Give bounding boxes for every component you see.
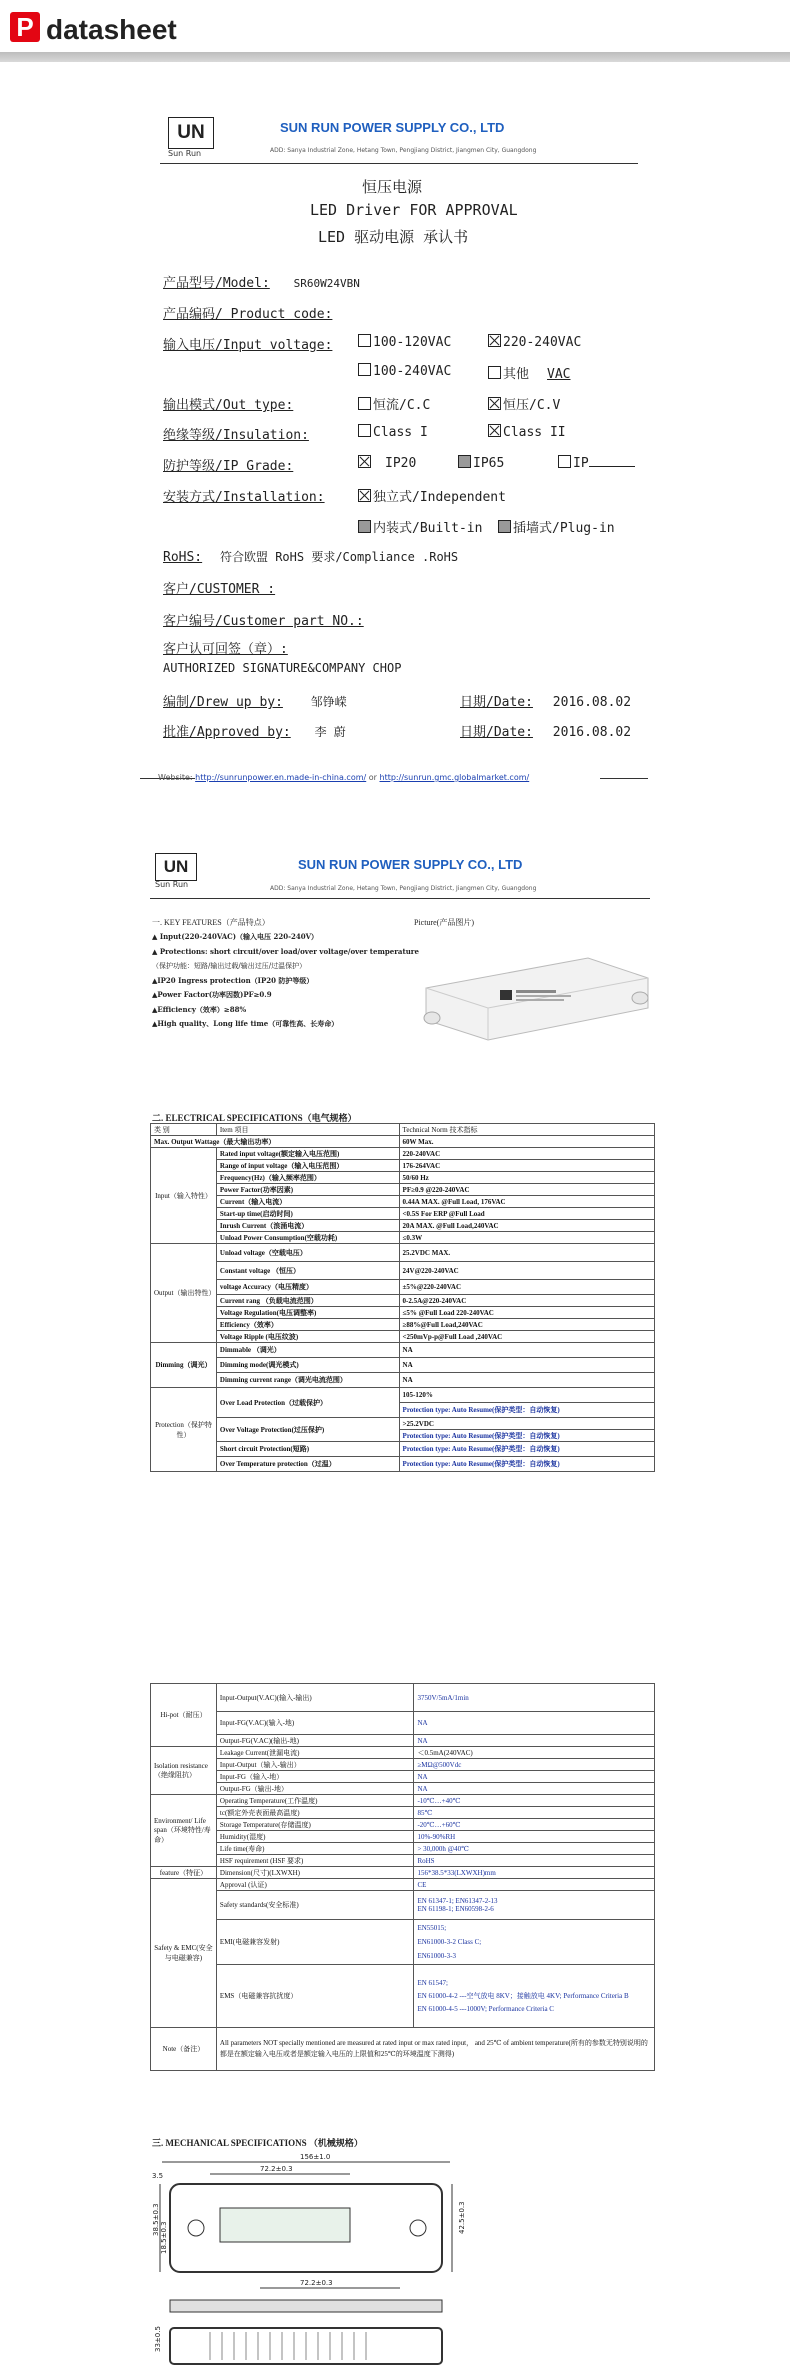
table-row bbox=[151, 1831, 655, 1843]
emi-line: EN61000-3-3 bbox=[417, 1952, 456, 1960]
approved-label: 批准/Approved by: bbox=[163, 725, 291, 740]
product-code-label: 产品编码/ Product code: bbox=[163, 307, 333, 322]
input-opt-4-unit: VAC bbox=[547, 367, 571, 382]
table-cell: Inrush Current（浪涌电流） bbox=[216, 1220, 399, 1232]
dim-length: 156±1.0 bbox=[300, 2153, 331, 2161]
input-opt-2[interactable] bbox=[488, 334, 581, 350]
table-cell: 50/60 Hz bbox=[399, 1172, 654, 1184]
picture-title: Picture(产品图片) bbox=[414, 918, 474, 927]
table-cell: NA bbox=[414, 1712, 655, 1735]
insulation-opt-2-label: Class II bbox=[503, 425, 566, 440]
table-row bbox=[151, 1220, 655, 1232]
dim-top: 72.2±0.3 bbox=[260, 2165, 293, 2173]
table-cell: Life time(寿命) bbox=[216, 1843, 414, 1855]
ip-opt-other[interactable] bbox=[558, 455, 635, 471]
feature-item: ▲High quality、Long life time（可靠性高、长寿命） bbox=[152, 1019, 339, 1028]
output-opt-cc-label: 恒流/C.C bbox=[373, 398, 431, 413]
checkbox-icon[interactable] bbox=[358, 397, 371, 410]
authorized-row: AUTHORIZED SIGNATURE&COMPANY CHOP bbox=[163, 661, 402, 675]
table-cell: NA bbox=[399, 1373, 654, 1388]
insulation-opt-1[interactable] bbox=[358, 424, 428, 440]
table-cell: 0-2.5A@220-240VAC bbox=[399, 1295, 654, 1307]
table-row bbox=[151, 1136, 655, 1148]
table-cell: 3750V/5mA/1min bbox=[414, 1684, 655, 1712]
table-cell: Over Temperature protection（过温） bbox=[216, 1457, 399, 1472]
table-cell: Output-FG（输出-地） bbox=[216, 1783, 414, 1795]
checkbox-icon[interactable] bbox=[558, 455, 571, 468]
table-row bbox=[151, 1184, 655, 1196]
table-row bbox=[151, 1855, 655, 1867]
company-name: SUN RUN POWER SUPPLY CO., LTD bbox=[298, 857, 523, 872]
table-cell: 0.44A MAX. @Full Load, 176VAC bbox=[399, 1196, 654, 1208]
table-cell: Efficiency（效率） bbox=[216, 1319, 399, 1331]
input-voltage-label: 输入电压/Input voltage: bbox=[163, 338, 333, 353]
input-voltage-row bbox=[163, 334, 332, 353]
checked-checkbox-icon[interactable] bbox=[488, 424, 501, 437]
checkbox-icon[interactable] bbox=[458, 455, 471, 468]
other-spec-table bbox=[150, 1683, 655, 2071]
table-cell: PF≥0.9 @220-240VAC bbox=[399, 1184, 654, 1196]
table-cell: 85℃ bbox=[414, 1807, 655, 1819]
table-cell: NA bbox=[414, 1783, 655, 1795]
company-logo-sub: Sun Run bbox=[155, 880, 189, 889]
emi-line: EN55015; bbox=[417, 1924, 447, 1932]
table-cell: Power Factor(功率因素) bbox=[216, 1184, 399, 1196]
table-cell: ±5%@220-240VAC bbox=[399, 1280, 654, 1295]
group-cell: Isolation resistance（绝缘阻抗） bbox=[151, 1747, 217, 1795]
install-opt-independent[interactable] bbox=[358, 486, 506, 505]
header-divider bbox=[0, 52, 790, 62]
table-header-cell: Item 项目 bbox=[216, 1124, 399, 1136]
checkbox-icon[interactable] bbox=[358, 424, 371, 437]
customer-label: 客户/CUSTOMER : bbox=[163, 582, 276, 597]
checkbox-icon[interactable] bbox=[358, 520, 371, 533]
table-row bbox=[151, 1867, 655, 1879]
ems-line: EN 61547; bbox=[417, 1978, 448, 1987]
table-cell: Input-FG(V.AC)(输入-地) bbox=[216, 1712, 414, 1735]
table-row bbox=[151, 1418, 655, 1430]
note-cell: All parameters NOT specially mentioned are measured at rated input or max rated input， and 25℃ of ambient temperature(所有的参数无特别说明的都是在额定输入电压或者是额定输入电压的上限值和25℃的环境温度下测得) bbox=[216, 2028, 654, 2071]
table-cell: Short circuit Protection(短路) bbox=[216, 1442, 399, 1457]
table-row bbox=[151, 1262, 655, 1280]
customer-no-label: 客户编号/Customer part NO.: bbox=[163, 614, 364, 629]
table-row bbox=[151, 1965, 655, 2028]
website-link-1[interactable]: http://sunrunpower.en.made-in-china.com/ bbox=[195, 773, 367, 782]
company-logo-sub: Sun Run bbox=[168, 149, 202, 158]
input-opt-4-label: 其他 bbox=[503, 367, 530, 382]
feature-item: ▲ Input(220-240VAC)（输入电压 220-240V） bbox=[152, 932, 319, 941]
table-row bbox=[151, 1747, 655, 1759]
table-row bbox=[151, 1783, 655, 1795]
table-cell: 220-240VAC bbox=[399, 1148, 654, 1160]
table-cell: NA bbox=[399, 1343, 654, 1358]
output-type-row bbox=[163, 394, 293, 413]
table-cell: voltage Accuracy（电压精度） bbox=[216, 1280, 399, 1295]
model-value: SR60W24VBN bbox=[293, 277, 360, 290]
table-row bbox=[151, 1331, 655, 1343]
table-row bbox=[151, 1124, 655, 1136]
output-type-label: 输出模式/Out type: bbox=[163, 398, 294, 413]
checked-checkbox-icon[interactable] bbox=[358, 489, 371, 502]
table-row bbox=[151, 1735, 655, 1747]
input-opt-1[interactable] bbox=[358, 334, 451, 350]
electrical-title: 二. ELECTRICAL SPECIFICATIONS（电气规格） bbox=[152, 1113, 357, 1123]
table-cell: 60W Max. bbox=[399, 1136, 654, 1148]
table-row bbox=[151, 1759, 655, 1771]
electrical-spec-table bbox=[150, 1123, 655, 1472]
rohs-text: 符合欧盟 RoHS 要求/Compliance .RoHS bbox=[219, 550, 459, 564]
table-cell: NA bbox=[414, 1771, 655, 1783]
table-cell: -20℃…+60℃ bbox=[414, 1819, 655, 1831]
table-cell: Safety standards(安全标准) bbox=[216, 1891, 414, 1920]
dim-width: 38.5±0.3 bbox=[152, 2203, 160, 2236]
customer-approve-row bbox=[163, 638, 288, 657]
table-row bbox=[151, 1819, 655, 1831]
checkbox-icon[interactable] bbox=[488, 366, 501, 379]
insulation-opt-1-label: Class I bbox=[373, 425, 428, 440]
ip-grade-row bbox=[163, 455, 293, 474]
table-row bbox=[151, 1307, 655, 1319]
table-row bbox=[151, 1148, 655, 1160]
checkbox-icon[interactable] bbox=[358, 363, 371, 376]
doc-title-en: LED Driver FOR APPROVAL bbox=[310, 201, 518, 219]
table-cell: Current（输入电流） bbox=[216, 1196, 399, 1208]
safety-standard-line: EN 61198-1; EN60598-2-6 bbox=[417, 1905, 494, 1913]
customer-no-row bbox=[163, 610, 364, 629]
group-cell: Dimming（调光） bbox=[151, 1343, 217, 1388]
table-row bbox=[151, 1172, 655, 1184]
table-cell: Over Load Protection（过载保护） bbox=[216, 1388, 399, 1418]
group-cell: Protection（保护特性） bbox=[151, 1388, 217, 1472]
dim-height: 33±0.5 bbox=[154, 2326, 162, 2352]
table-cell: -10℃…+40℃ bbox=[414, 1795, 655, 1807]
table-cell: ≥MΩ@500Vdc bbox=[414, 1759, 655, 1771]
ems-line: EN 61000-4-5 ---1000V; Performance Criteria C bbox=[417, 2004, 554, 2013]
table-header-cell: Technical Norm 技术指标 bbox=[399, 1124, 654, 1136]
ip-opt-other-label: IP bbox=[573, 456, 589, 471]
table-row bbox=[151, 1807, 655, 1819]
table-cell: Protection type: Auto Resume(保护类型：自动恢复) bbox=[399, 1442, 654, 1457]
table-cell: Constant voltage （恒压） bbox=[216, 1262, 399, 1280]
feature-item: （保护功能：短路/输出过载/输出过压/过温保护） bbox=[152, 962, 307, 970]
table-row bbox=[151, 1280, 655, 1295]
table-cell bbox=[414, 1965, 655, 2028]
table-row bbox=[151, 1920, 655, 1965]
group-cell: Output（输出特性） bbox=[151, 1244, 217, 1343]
feature-item: ▲Efficiency（效率）≥88% bbox=[152, 1004, 247, 1014]
company-logo: UN bbox=[155, 853, 197, 881]
ip-opt-65-label: IP65 bbox=[473, 456, 505, 471]
header-rule bbox=[150, 898, 650, 899]
model-row bbox=[163, 272, 360, 291]
table-cell: Operating Temperature(工作温度) bbox=[216, 1795, 414, 1807]
table-cell: Unload Power Consumption(空载功耗) bbox=[216, 1232, 399, 1244]
product-image bbox=[408, 950, 658, 1045]
install-opt-independent-label: 独立式/Independent bbox=[373, 490, 506, 505]
table-cell: 156*38.5*33(LXWXH)mm bbox=[414, 1867, 655, 1879]
checked-checkbox-icon[interactable] bbox=[488, 397, 501, 410]
insulation-label: 绝缘等级/Insulation: bbox=[163, 428, 309, 443]
footer-rule-right bbox=[600, 778, 648, 779]
table-cell: 20A MAX. @Full Load,240VAC bbox=[399, 1220, 654, 1232]
table-cell: Voltage Regulation(电压调整率) bbox=[216, 1307, 399, 1319]
table-row bbox=[151, 1442, 655, 1457]
input-opt-3[interactable] bbox=[358, 363, 451, 379]
website-label: Website: bbox=[158, 773, 193, 782]
checkbox-icon[interactable] bbox=[498, 520, 511, 533]
input-opt-4[interactable] bbox=[488, 363, 571, 382]
feature-item: ▲Power Factor(功率因数)PF≥0.9 bbox=[152, 990, 272, 999]
table-row bbox=[151, 1879, 655, 1891]
approved-date-row bbox=[460, 721, 631, 740]
table-cell: >25.2VDC bbox=[399, 1418, 654, 1430]
group-cell: Safety & EMC(安全与电磁兼容) bbox=[151, 1879, 217, 2028]
input-opt-2-label: 220-240VAC bbox=[503, 335, 582, 350]
table-cell: 24V@220-240VAC bbox=[399, 1262, 654, 1280]
table-row bbox=[151, 1295, 655, 1307]
table-row bbox=[151, 1891, 655, 1920]
group-cell: feature（特征） bbox=[151, 1867, 217, 1879]
table-cell: Dimmable （调光） bbox=[216, 1343, 399, 1358]
date-label: 日期/Date: bbox=[460, 725, 533, 740]
table-cell: Voltage Ripple (电压纹波) bbox=[216, 1331, 399, 1343]
feature-item: ▲ Protections: short circuit/over load/over voltage/over temperature bbox=[152, 946, 419, 956]
customer-row bbox=[163, 578, 275, 597]
doc-title-approval: LED 驱动电源 承认书 bbox=[318, 228, 469, 246]
table-cell: Protection type: Auto Resume(保护类型：自动恢复) bbox=[399, 1457, 654, 1472]
install-opt-builtin[interactable] bbox=[358, 517, 482, 536]
website-line bbox=[158, 773, 529, 782]
table-cell: Storage Temperature(存储温度) bbox=[216, 1819, 414, 1831]
table-cell: Max. Output Wattage（最大输出功率） bbox=[151, 1136, 400, 1148]
date-value: 2016.08.02 bbox=[552, 695, 632, 710]
output-opt-cc[interactable] bbox=[358, 394, 430, 413]
table-cell: Current rang （负载电流范围） bbox=[216, 1295, 399, 1307]
table-cell: EMS（电磁兼容抗扰度） bbox=[216, 1965, 414, 2028]
company-name: SUN RUN POWER SUPPLY CO., LTD bbox=[280, 120, 505, 135]
table-cell: ≤5% @Full Load 220-240VAC bbox=[399, 1307, 654, 1319]
table-cell: Leakage Current(泄漏电流) bbox=[216, 1747, 414, 1759]
date-value: 2016.08.02 bbox=[552, 725, 632, 740]
table-cell: EMI(电磁兼容发射) bbox=[216, 1920, 414, 1965]
table-cell: <0.5S For ERP @Full Load bbox=[399, 1208, 654, 1220]
table-cell: Start-up time(启动时间) bbox=[216, 1208, 399, 1220]
table-row bbox=[151, 1771, 655, 1783]
table-cell: tc(额定外壳表面最高温度) bbox=[216, 1807, 414, 1819]
ems-line: EN 61000-4-2 ---空气放电 8KV；接触放电 4KV; Performance Criteria B bbox=[417, 1991, 629, 2000]
approved-row bbox=[163, 721, 346, 740]
insulation-row bbox=[163, 424, 309, 443]
dim-bottom: 72.2±0.3 bbox=[300, 2279, 333, 2287]
table-cell: NA bbox=[399, 1358, 654, 1373]
table-row bbox=[151, 1373, 655, 1388]
table-row bbox=[151, 1319, 655, 1331]
table-cell: Over Voltage Protection(过压保护) bbox=[216, 1418, 399, 1442]
website-or: or bbox=[368, 773, 377, 782]
table-row bbox=[151, 1196, 655, 1208]
table-cell: <250mVp-p@Full Load ,240VAC bbox=[399, 1331, 654, 1343]
insulation-opt-2[interactable] bbox=[488, 424, 566, 440]
ip-opt-20[interactable] bbox=[358, 455, 416, 471]
table-cell bbox=[414, 1891, 655, 1920]
output-opt-cv[interactable] bbox=[488, 394, 560, 413]
table-cell: CE bbox=[414, 1879, 655, 1891]
table-row bbox=[151, 1358, 655, 1373]
drew-row bbox=[163, 691, 347, 710]
site-logo-text[interactable]: datasheet bbox=[46, 14, 177, 45]
table-row bbox=[151, 1457, 655, 1472]
table-cell: ≤0.3W bbox=[399, 1232, 654, 1244]
group-cell: Note（备注） bbox=[151, 2028, 217, 2071]
company-logo: UN bbox=[168, 117, 214, 149]
feature-item: ▲IP20 Ingress protection（IP20 防护等级） bbox=[152, 975, 314, 985]
table-row bbox=[151, 2028, 655, 2071]
table-cell: 105-120% bbox=[399, 1388, 654, 1403]
table-cell: Input-Output(V.AC)(输入-输出) bbox=[216, 1684, 414, 1712]
table-cell: Dimming current range（调光电流范围） bbox=[216, 1373, 399, 1388]
table-cell: Protection type: Auto Resume(保护类型：自动恢复) bbox=[399, 1430, 654, 1442]
table-cell: 25.2VDC MAX. bbox=[399, 1244, 654, 1262]
mechanical-title: 三. MECHANICAL SPECIFICATIONS （机械规格） bbox=[152, 2138, 363, 2148]
checked-checkbox-icon[interactable] bbox=[488, 334, 501, 347]
mechanical-drawing bbox=[150, 2150, 470, 2370]
installation-label: 安装方式/Installation: bbox=[163, 490, 325, 505]
table-row bbox=[151, 1160, 655, 1172]
customer-approve-label: 客户认可回签（章）: bbox=[163, 642, 288, 657]
ip-opt-20-label: IP20 bbox=[385, 456, 417, 471]
table-cell: Output-FG(V.AC)(输出-地) bbox=[216, 1735, 414, 1747]
table-cell: 176-264VAC bbox=[399, 1160, 654, 1172]
drew-date-row bbox=[460, 691, 631, 710]
table-row bbox=[151, 1343, 655, 1358]
date-label: 日期/Date: bbox=[460, 695, 533, 710]
table-cell: Range of input voltage（输入电压范围） bbox=[216, 1160, 399, 1172]
checkbox-icon[interactable] bbox=[358, 334, 371, 347]
header-rule bbox=[160, 163, 638, 164]
checked-checkbox-icon[interactable] bbox=[358, 455, 371, 468]
table-cell: NA bbox=[414, 1735, 655, 1747]
group-cell: Hi-pot（耐压） bbox=[151, 1684, 217, 1747]
dim-inner: 18.5±0.3 bbox=[160, 2221, 168, 2254]
drew-label: 编制/Drew up by: bbox=[163, 695, 283, 710]
table-cell: Unload voltage（空载电压） bbox=[216, 1244, 399, 1262]
installation-row bbox=[163, 486, 325, 505]
table-cell: Protection type: Auto Resume(保护类型：自动恢复) bbox=[399, 1403, 654, 1418]
table-cell: Frequency(Hz)（输入频率范围） bbox=[216, 1172, 399, 1184]
input-opt-1-label: 100-120VAC bbox=[373, 335, 452, 350]
table-cell: Input-Output（输入-输出） bbox=[216, 1759, 414, 1771]
rohs-row bbox=[163, 548, 458, 565]
table-row bbox=[151, 1712, 655, 1735]
table-row bbox=[151, 1684, 655, 1712]
product-code-row bbox=[163, 303, 332, 322]
rohs-label: RoHS: bbox=[163, 550, 203, 565]
website-link-2[interactable]: http://sunrun.gmc.globalmarket.com/ bbox=[379, 773, 530, 782]
drew-name: 邹铮嵘 bbox=[310, 695, 347, 709]
table-row bbox=[151, 1244, 655, 1262]
safety-standard-line: EN 61347-1; EN61347-2-13 bbox=[417, 1897, 498, 1905]
doc-title-cn: 恒压电源 bbox=[362, 178, 423, 196]
group-cell: Environment/ Life span（环境特性/寿命） bbox=[151, 1795, 217, 1867]
approved-name: 李 蔚 bbox=[314, 725, 346, 739]
table-cell bbox=[414, 1920, 655, 1965]
table-cell: Rated input voltage(额定输入电压范围) bbox=[216, 1148, 399, 1160]
dim-outer: 42.5±0.3 bbox=[458, 2201, 466, 2234]
table-cell: 10%-90%RH bbox=[414, 1831, 655, 1843]
install-opt-builtin-label: 内装式/Built-in bbox=[373, 521, 483, 536]
output-opt-cv-label: 恒压/C.V bbox=[503, 398, 561, 413]
table-row bbox=[151, 1795, 655, 1807]
install-opt-plugin[interactable] bbox=[498, 517, 615, 536]
dim-small: 3.5 bbox=[152, 2172, 164, 2180]
input-opt-3-label: 100-240VAC bbox=[373, 364, 452, 379]
group-cell: Input（输入特性） bbox=[151, 1148, 217, 1244]
table-cell: ≥88%@Full Load,240VAC bbox=[399, 1319, 654, 1331]
emi-line: EN61000-3-2 Class C; bbox=[417, 1938, 482, 1946]
table-cell: ＜0.5mA(240VAC) bbox=[414, 1747, 655, 1759]
features-list bbox=[152, 930, 419, 1032]
table-cell: Input-FG（输入-地） bbox=[216, 1771, 414, 1783]
features-title: 一. KEY FEATURES（产品特点） bbox=[152, 918, 270, 927]
table-header-cell: 类 别 bbox=[151, 1124, 217, 1136]
company-address: ADD: Sanya Industrial Zone, Hetang Town, Pengjiang District, Jiangmen City, Guangdong bbox=[270, 147, 537, 154]
table-cell: RoHS bbox=[414, 1855, 655, 1867]
datasheet-logo-icon[interactable]: P bbox=[10, 12, 40, 42]
company-address: ADD: Sanya Industrial Zone, Hetang Town, Pengjiang District, Jiangmen City, Guangdong bbox=[270, 885, 537, 892]
table-row bbox=[151, 1843, 655, 1855]
table-cell: Humidity(湿度) bbox=[216, 1831, 414, 1843]
table-cell: > 30,000h @40℃ bbox=[414, 1843, 655, 1855]
table-row bbox=[151, 1208, 655, 1220]
ip-opt-65[interactable] bbox=[458, 455, 504, 471]
table-cell: HSF requirement (HSF 要求) bbox=[216, 1855, 414, 1867]
table-row bbox=[151, 1388, 655, 1403]
ip-grade-label: 防护等级/IP Grade: bbox=[163, 459, 294, 474]
table-row bbox=[151, 1232, 655, 1244]
model-label: 产品型号/Model: bbox=[163, 276, 270, 291]
table-cell: Approval (认证) bbox=[216, 1879, 414, 1891]
table-cell: Dimension(尺寸)(LXWXH) bbox=[216, 1867, 414, 1879]
table-cell: Dimming mode(调光模式) bbox=[216, 1358, 399, 1373]
install-opt-plugin-label: 插墙式/Plug-in bbox=[513, 521, 615, 536]
